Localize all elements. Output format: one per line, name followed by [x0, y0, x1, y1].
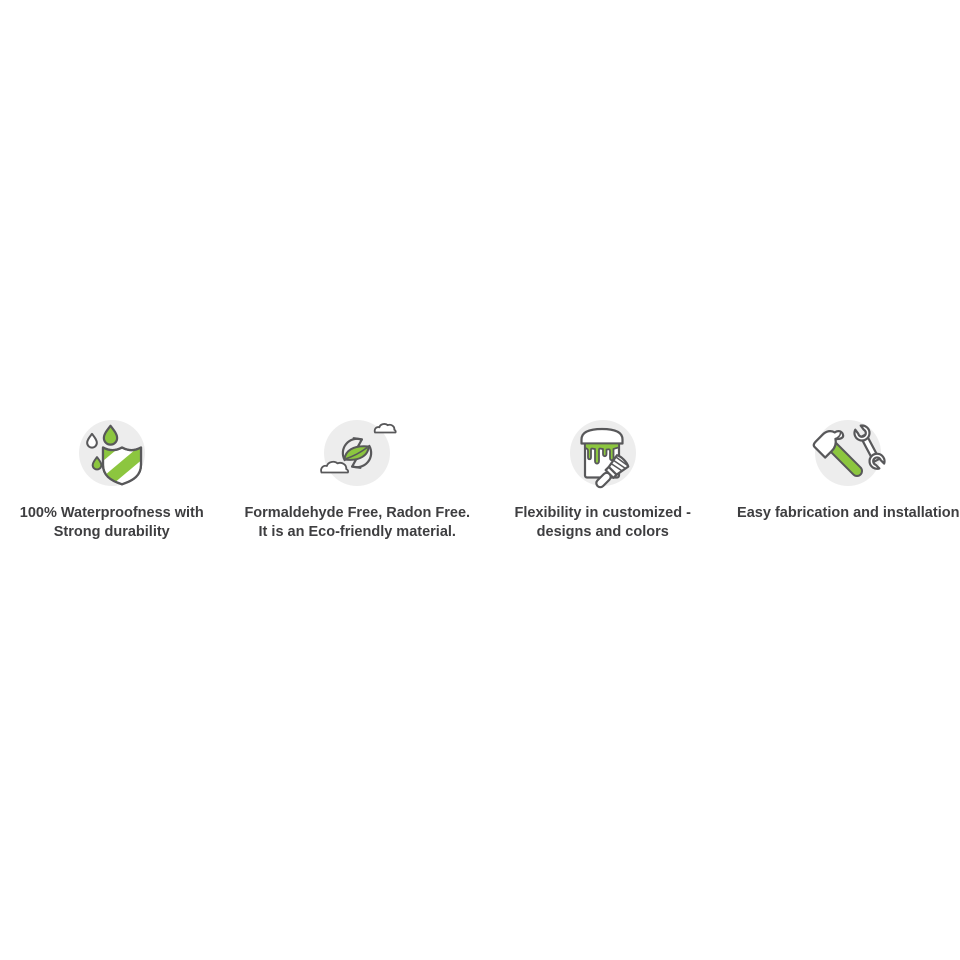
feature-item-eco [235, 420, 481, 542]
hammer-wrench-icon [800, 420, 896, 490]
feature-item-waterproof [0, 420, 235, 542]
caption-line: Strong durability [53, 524, 170, 540]
paint-bucket-brush-icon [555, 420, 651, 490]
feature-item-customized [480, 420, 726, 542]
caption-line: Easy fabrication and installation [737, 505, 960, 521]
feature-caption [0, 504, 235, 542]
eco-recycle-leaf-icon [309, 420, 405, 490]
caption-line: 100% Waterproofness with [19, 505, 204, 521]
caption-line: Flexibility in customized - [514, 505, 691, 521]
caption-line: Formaldehyde Free, Radon Free. [244, 505, 471, 521]
feature-item-installation [726, 420, 960, 542]
feature-caption [480, 504, 726, 542]
waterproof-shield-icon-svg [64, 420, 160, 490]
feature-band [0, 420, 960, 542]
hammer-wrench-icon-svg [800, 420, 896, 490]
eco-recycle-leaf-icon-svg [309, 420, 405, 490]
feature-caption [235, 504, 481, 542]
feature-caption [726, 504, 960, 523]
caption-line: It is an Eco-friendly material. [258, 524, 456, 540]
caption-line: designs and colors [536, 524, 669, 540]
paint-bucket-brush-icon-svg [555, 420, 651, 490]
waterproof-shield-icon [64, 420, 160, 490]
